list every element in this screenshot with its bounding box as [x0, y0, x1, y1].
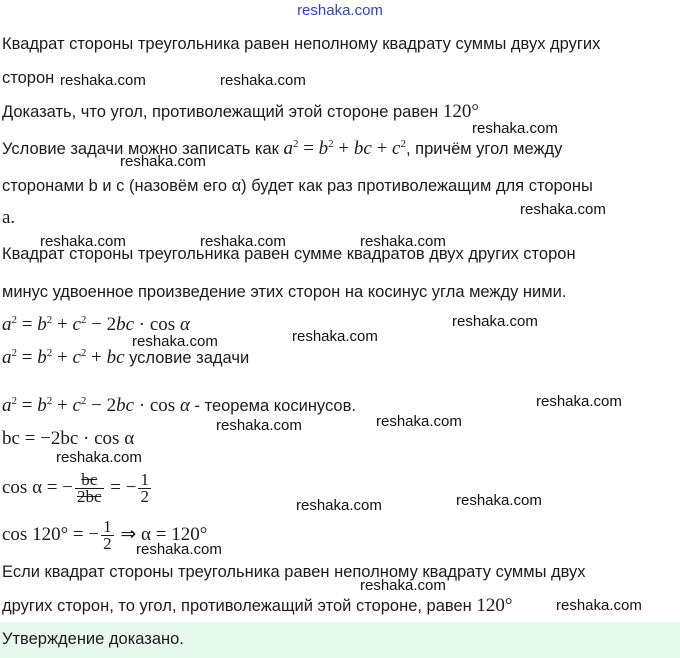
- text-line-16: [2, 596, 512, 616]
- angle-value-2: 120°: [476, 595, 513, 616]
- text-line-15: Если квадрат стороны треугольника равен неполному квадрату суммы двух: [2, 563, 586, 581]
- formula-cos-alpha: [2, 472, 153, 505]
- watermark: reshaka.com: [556, 597, 642, 614]
- watermark: reshaka.com: [200, 233, 286, 250]
- text-line-5: сторонами b и c (назовём его α) будет как раз противолежащим для стороны: [2, 177, 593, 195]
- cos-alpha-lhs: cos α = −: [2, 476, 73, 498]
- angle-value: 120°: [442, 101, 479, 122]
- text-line-7: Квадрат стороны треугольника равен сумме квадратов двух других сторон: [2, 245, 576, 263]
- watermark: reshaka.com: [132, 333, 218, 350]
- watermark: reshaka.com: [296, 497, 382, 514]
- cos-120-lhs: cos 120° = −: [2, 523, 100, 545]
- site-title[interactable]: reshaka.com: [297, 2, 383, 19]
- text-line-11: [2, 396, 356, 416]
- text-line-1: Квадрат стороны треугольника равен неполному квадрату суммы двух других: [2, 35, 601, 53]
- formula-condition: $a^2 = b^2$ + bc + $c^2$: [283, 138, 406, 159]
- formula-bc: bc = −2bc · cos α: [2, 428, 135, 449]
- watermark: reshaka.com: [56, 449, 142, 466]
- fraction-numerator: bc: [75, 472, 104, 489]
- text-line-4: [2, 139, 562, 159]
- fraction-denominator: 2: [103, 534, 112, 553]
- watermark: reshaka.com: [216, 417, 302, 434]
- watermark: reshaka.com: [292, 328, 378, 345]
- formula-cosine-law: $a^2 = b^2 + c^2 - 2bc \cdot \cos \alpha$: [2, 314, 190, 335]
- watermark: reshaka.com: [120, 153, 206, 170]
- formula-cosine-law-2: $a^2 = b^2 + c^2 - 2bc \cdot \cos \alpha$: [2, 395, 190, 416]
- text-line-6: a.: [2, 207, 16, 228]
- watermark: reshaka.com: [456, 492, 542, 509]
- watermark: reshaka.com: [360, 233, 446, 250]
- text-line-10: [2, 348, 249, 368]
- cos-120-rhs: ⇒ α = 120°: [115, 523, 208, 545]
- fraction-bc-2bc: [75, 472, 104, 505]
- cos-alpha-eq: = −: [105, 476, 137, 498]
- fraction-one-half-2: [101, 519, 114, 552]
- text-line-10-tail: условие задачи: [124, 349, 250, 367]
- watermark: reshaka.com: [536, 393, 622, 410]
- watermark: reshaka.com: [472, 120, 558, 137]
- watermark: reshaka.com: [452, 313, 538, 330]
- fraction-one-half: [138, 472, 151, 505]
- fraction-denominator: 2: [140, 487, 149, 506]
- text-line-4-tail: , причём угол между: [405, 140, 563, 158]
- watermark: reshaka.com: [360, 577, 446, 594]
- watermark: reshaka.com: [520, 201, 606, 218]
- conclusion-text: Утверждение доказано.: [2, 630, 184, 648]
- fraction-numerator: 1: [140, 470, 149, 489]
- fraction-numerator: 1: [103, 517, 112, 536]
- text-line-4-text: Условие задачи можно записать как: [2, 140, 284, 158]
- text-line-2: сторон: [2, 69, 55, 87]
- text-line-8: минус удвоенное произведение этих сторон на косинус угла между ними.: [2, 283, 567, 301]
- watermark: reshaka.com: [136, 541, 222, 558]
- text-line-3: [2, 102, 479, 122]
- conclusion-banner: [0, 622, 680, 658]
- watermark: reshaka.com: [40, 233, 126, 250]
- watermark: reshaka.com: [376, 413, 462, 430]
- text-line-11-tail: - теорема косинусов.: [189, 397, 356, 415]
- watermark: reshaka.com: [60, 72, 146, 89]
- fraction-denominator: 2bc: [76, 487, 102, 506]
- text-line-16-text: других сторон, то угол, противолежащий этой стороне, равен: [2, 597, 477, 615]
- text-line-3-text: Доказать, что угол, противолежащий этой стороне равен: [2, 103, 443, 121]
- formula-condition-2: $a^2 = b^2 + c^2$ + bc: [2, 347, 125, 368]
- watermark: reshaka.com: [220, 72, 306, 89]
